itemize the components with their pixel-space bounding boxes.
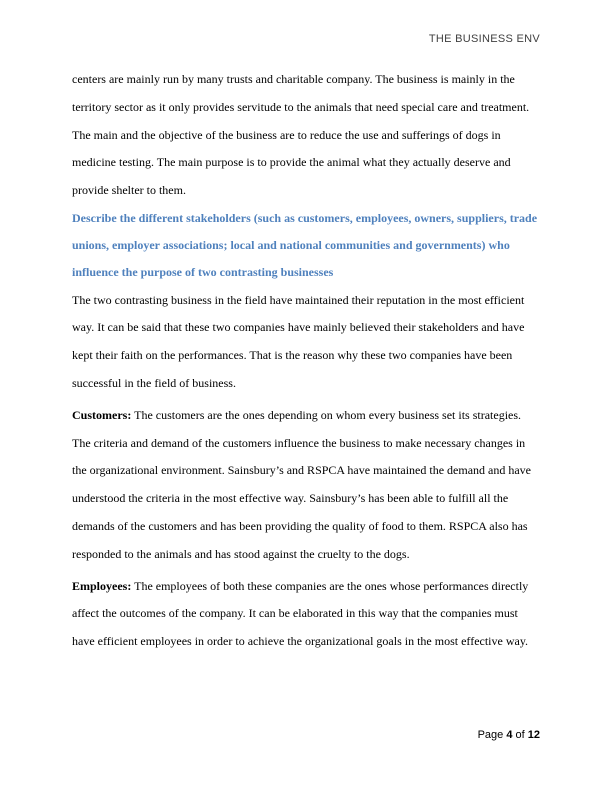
- section-heading: Describe the different stakeholders (such as customers, employees, owners, suppliers, trade unions, employer associations; local and national communities and governments) who influence the purpose of two contrasting businesses: [72, 210, 538, 280]
- customers-paragraph: [72, 402, 540, 569]
- employees-text: The employees of both these companies are the ones whose performances directly affect the outcomes of the company. It can be elaborated in this way that the companies must have efficient employees in order to achieve the organizational goals in the most effective way.: [72, 578, 529, 649]
- page-word: Page: [477, 729, 507, 741]
- contrast-paragraph: The two contrasting business in the field have maintained their reputation in the most efficient way. It can be said that these two companies have mainly believed their stakeholders and have kept their faith on the performances. That is the reason why these two companies have been successful in the field of business.: [72, 292, 525, 390]
- employees-label: Employees:: [72, 578, 132, 593]
- customers-text: The customers are the ones depending on whom every business set its strategies. The criteria and demand of the customers influence the business to make necessary changes in the organizational environment. Sainsbury’s and RSPCA have maintained the demand and have understood the criteria in the most effective way. Sainsbury’s has been able to fulfill all the demands of the customers and has been providing the quality of food to them. RSPCA also has responded to the animals and has stood against the cruelty to the dogs.: [72, 407, 532, 561]
- document-body: [72, 66, 540, 656]
- page-footer: [478, 729, 540, 741]
- current-page-number: 4: [506, 729, 513, 741]
- employees-paragraph: [72, 573, 540, 656]
- intro-paragraph: centers are mainly run by many trusts and charitable company. The business is mainly in the territory sector as it only provides servitude to the animals that need special care and treatment. The main and the objective of the business are to reduce the use and sufferings of dogs in medicine testing. The main purpose is to provide the animal what they actually deserve and provide shelter to them.: [72, 72, 530, 198]
- customers-label: Customers:: [72, 407, 132, 422]
- of-word: of: [512, 729, 528, 741]
- total-page-count: 12: [527, 729, 540, 741]
- running-header: [429, 33, 540, 45]
- header-title: THE BUSINESS ENV: [428, 33, 540, 45]
